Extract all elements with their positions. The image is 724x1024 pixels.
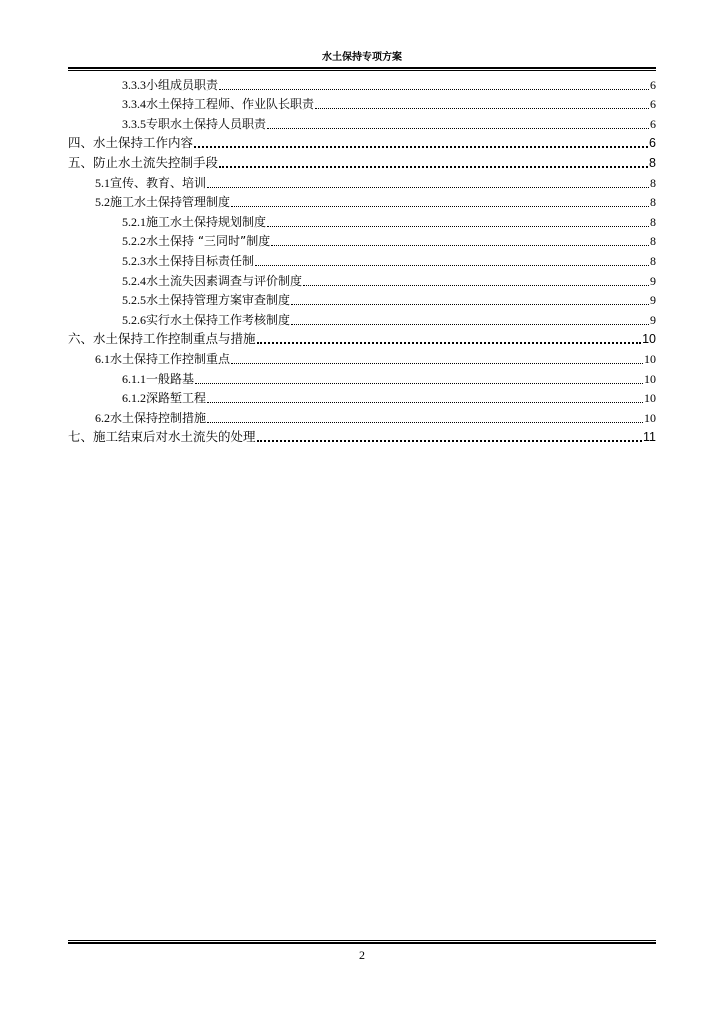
toc-dot-leader — [271, 244, 649, 246]
toc-entry-number: 5.1 — [95, 175, 110, 190]
toc-dot-leader — [231, 205, 649, 207]
toc-entry-title — [122, 313, 290, 327]
toc-entry-title — [122, 391, 206, 405]
footer-rule — [68, 940, 656, 944]
toc-entry[interactable] — [68, 346, 656, 366]
toc-entry[interactable] — [68, 131, 656, 151]
toc-entry-number: 3.3.4 — [122, 97, 146, 112]
toc-dot-leader — [267, 127, 649, 129]
toc-dot-leader — [257, 341, 642, 344]
toc-entry-text: 四、水土保持工作内容 — [68, 135, 194, 151]
toc-entry-page: 10 — [644, 391, 656, 406]
table-of-contents — [68, 72, 656, 444]
toc-dot-leader — [255, 264, 649, 266]
toc-entry-number: 6.1.2 — [122, 391, 146, 406]
toc-entry-title — [68, 136, 193, 150]
toc-entry-title — [95, 411, 206, 425]
toc-entry[interactable] — [68, 170, 656, 190]
toc-dot-leader — [231, 362, 643, 364]
toc-entry[interactable] — [68, 366, 656, 386]
toc-entry-title — [95, 176, 206, 190]
toc-entry-text: 深路堑工程 — [146, 391, 207, 406]
toc-dot-leader — [257, 439, 643, 442]
toc-entry-page: 6 — [650, 77, 656, 92]
toc-entry-title — [122, 97, 314, 111]
toc-entry-number: 5.2 — [95, 195, 110, 210]
toc-entry-page: 8 — [650, 214, 656, 229]
toc-entry-number: 5.2.3 — [122, 253, 146, 268]
toc-entry-title — [122, 293, 290, 307]
toc-entry-number: 6.1.1 — [122, 371, 146, 386]
toc-entry-text: 专职水土保持人员职责 — [146, 116, 267, 131]
toc-entry-number: 5.2.5 — [122, 293, 146, 308]
toc-entry[interactable] — [68, 288, 656, 308]
toc-entry-page: 8 — [650, 195, 656, 210]
toc-entry-title — [122, 78, 218, 92]
toc-entry[interactable] — [68, 111, 656, 131]
toc-entry-page: 6 — [649, 136, 656, 151]
toc-dot-leader — [219, 88, 649, 90]
toc-entry-text: 施工水土保持规划制度 — [146, 214, 267, 229]
toc-dot-leader — [207, 421, 643, 423]
toc-entry-page: 8 — [650, 234, 656, 249]
toc-entry-title — [95, 352, 230, 366]
toc-entry[interactable] — [68, 386, 656, 406]
toc-entry[interactable] — [68, 150, 656, 170]
page-number: 2 — [359, 948, 365, 962]
page-header-title: 水土保持专项方案 — [322, 52, 402, 63]
toc-dot-leader — [303, 284, 649, 286]
toc-entry[interactable] — [68, 209, 656, 229]
toc-entry-page: 8 — [650, 253, 656, 268]
toc-entry[interactable] — [68, 327, 656, 347]
toc-entry[interactable] — [68, 190, 656, 210]
toc-dot-leader — [291, 323, 649, 325]
toc-entry-title — [95, 195, 230, 209]
toc-entry-text: 五、防止水土流失控制手段 — [68, 154, 219, 170]
toc-entry[interactable] — [68, 229, 656, 249]
toc-entry-text: 水土保持工程师、作业队长职责 — [146, 97, 315, 112]
toc-dot-leader — [315, 107, 649, 109]
toc-entry-title — [122, 234, 270, 248]
toc-dot-leader — [207, 186, 649, 188]
toc-entry-number: 5.2.1 — [122, 214, 146, 229]
toc-entry-page: 6 — [650, 116, 656, 131]
toc-entry-page: 8 — [650, 175, 656, 190]
toc-entry-title — [68, 332, 256, 346]
toc-entry-page: 6 — [650, 97, 656, 112]
toc-entry-page: 9 — [650, 273, 656, 288]
toc-entry-text: 水土流失因素调查与评价制度 — [146, 273, 303, 288]
toc-entry-text: 施工水土保持管理制度 — [110, 195, 231, 210]
toc-entry-page: 9 — [650, 312, 656, 327]
toc-dot-leader — [267, 225, 649, 227]
toc-entry-page: 10 — [642, 332, 656, 347]
toc-entry-page: 10 — [644, 351, 656, 366]
toc-entry-title — [122, 215, 266, 229]
toc-entry-title — [122, 274, 302, 288]
toc-entry-page: 9 — [650, 293, 656, 308]
toc-entry-text: 水土保持控制措施 — [110, 410, 207, 425]
toc-entry-page: 10 — [644, 371, 656, 386]
toc-entry[interactable] — [68, 248, 656, 268]
toc-entry-number: 6.1 — [95, 351, 110, 366]
toc-dot-leader — [195, 382, 643, 384]
toc-dot-leader — [194, 145, 648, 148]
toc-entry-text: 水土保持目标责任制 — [146, 253, 255, 268]
toc-dot-leader — [291, 303, 649, 305]
toc-entry-number: 5.2.4 — [122, 273, 146, 288]
toc-entry-number: 3.3.5 — [122, 116, 146, 131]
toc-entry-text: 七、施工结束后对水土流失的处理 — [68, 429, 256, 445]
toc-dot-leader — [207, 401, 643, 403]
toc-entry-text: 小组成员职责 — [146, 77, 219, 92]
toc-entry-text: 宣传、教育、培训 — [110, 175, 207, 190]
toc-entry[interactable] — [68, 72, 656, 92]
toc-entry-text: 实行水土保持工作考核制度 — [146, 312, 291, 327]
toc-entry-page: 11 — [643, 430, 656, 445]
header-rule — [68, 67, 656, 71]
toc-entry-text: 水土保持 “三同时”制度 — [146, 234, 271, 249]
toc-entry-number: 5.2.6 — [122, 312, 146, 327]
toc-entry-text: 六、水土保持工作控制重点与措施 — [68, 331, 256, 347]
toc-entry-title — [122, 117, 266, 131]
toc-entry-page: 8 — [649, 155, 656, 170]
toc-entry[interactable] — [68, 307, 656, 327]
toc-entry-number: 3.3.3 — [122, 77, 146, 92]
toc-dot-leader — [219, 165, 648, 168]
toc-entry-text: 水土保持管理方案审查制度 — [146, 293, 291, 308]
toc-entry-text: 一般路基 — [146, 371, 195, 386]
toc-entry[interactable] — [68, 268, 656, 288]
toc-entry[interactable] — [68, 92, 656, 112]
toc-entry-title — [122, 372, 194, 386]
toc-entry-title — [68, 156, 218, 170]
toc-entry[interactable] — [68, 405, 656, 425]
toc-entry-title — [122, 254, 254, 268]
toc-entry-page: 10 — [644, 410, 656, 425]
toc-entry[interactable] — [68, 425, 656, 445]
toc-entry-number: 6.2 — [95, 410, 110, 425]
toc-entry-number: 5.2.2 — [122, 234, 146, 249]
toc-entry-text: 水土保持工作控制重点 — [110, 351, 231, 366]
toc-entry-title — [68, 430, 256, 444]
